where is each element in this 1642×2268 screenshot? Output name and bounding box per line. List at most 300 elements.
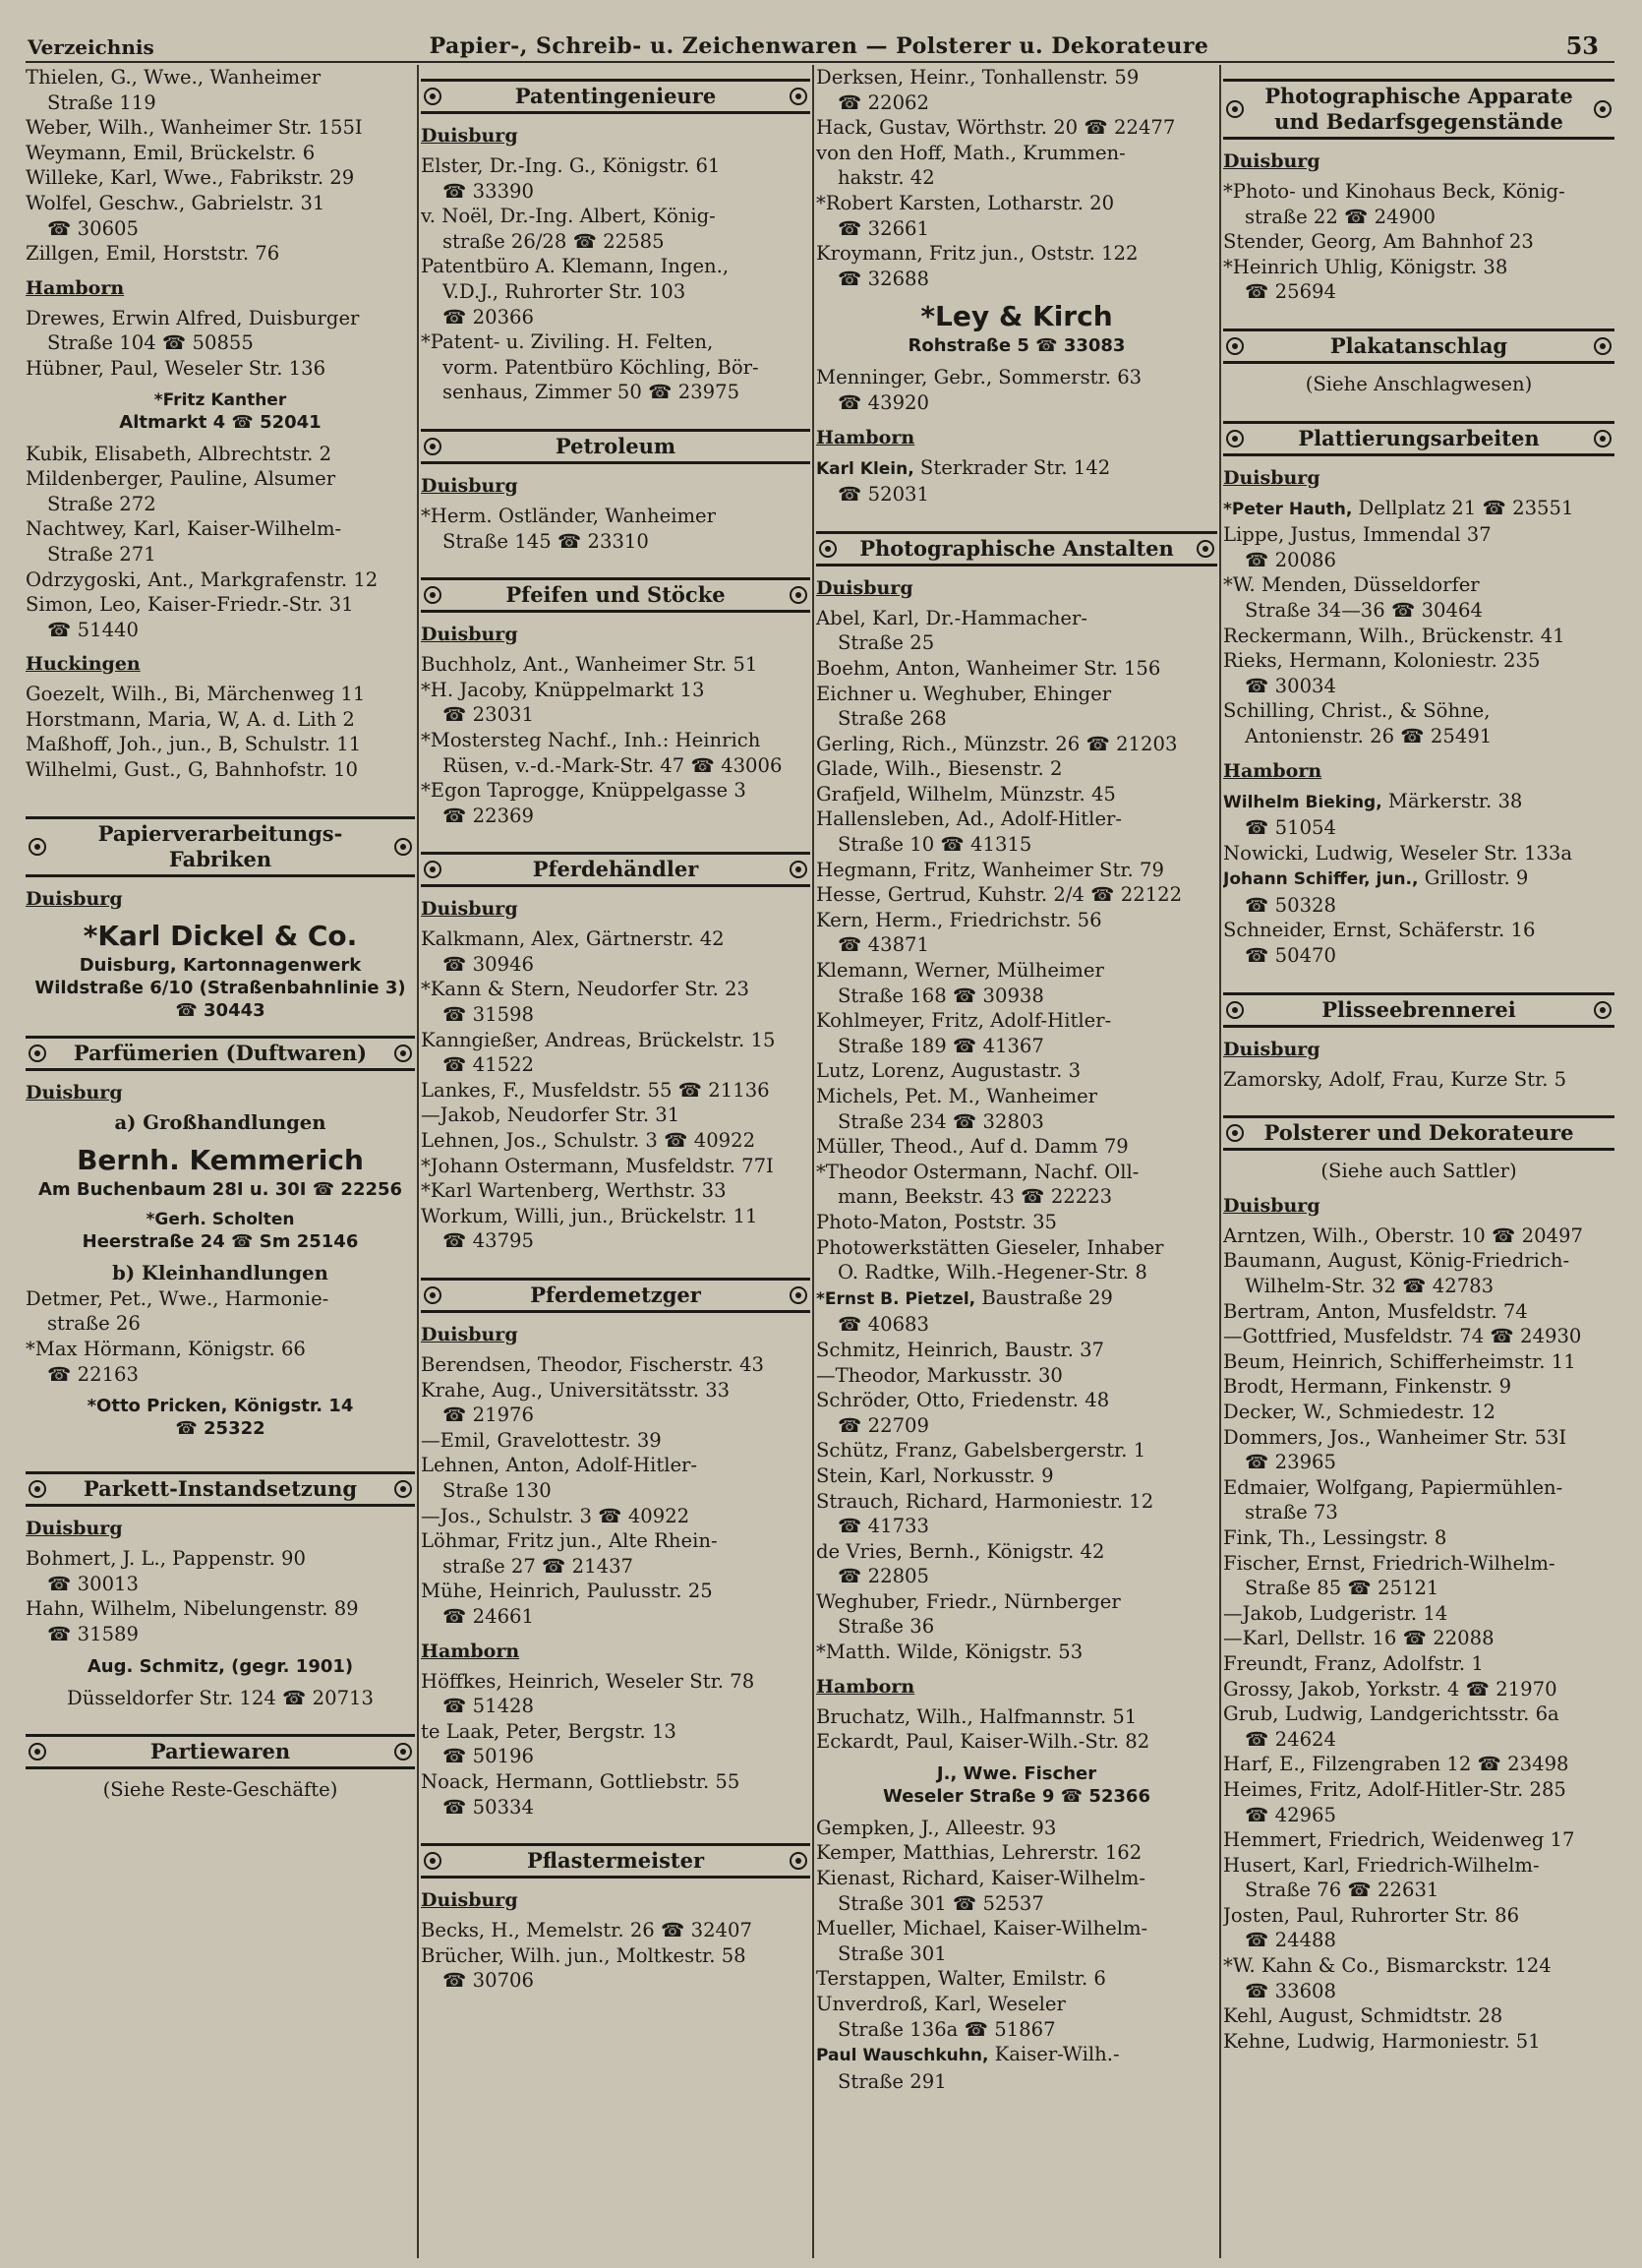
highlighted-name: *Peter Hauth, bbox=[1223, 499, 1353, 519]
list-item: Hallensleben, Ad., Adolf-Hitler- bbox=[816, 807, 1123, 831]
section-header-patent bbox=[421, 79, 810, 114]
ornament-icon bbox=[790, 586, 807, 604]
list-item: —Theodor, Markusstr. 30 bbox=[816, 1363, 1063, 1387]
list-item: *W. Kahn & Co., Bismarckstr. 124 bbox=[1223, 1954, 1552, 1978]
section-title: Parfümerien (Duftwaren) bbox=[73, 1040, 368, 1065]
highlighted-name: *Ernst B. Pietzel, bbox=[816, 1288, 976, 1309]
list-item: *Robert Karsten, Lotharstr. 20 bbox=[816, 191, 1115, 214]
list-item: Brücher, Wilh. jun., Moltkestr. 58 bbox=[421, 1943, 746, 1967]
list-item: Workum, Willi, jun., Brückelstr. 11 bbox=[421, 1204, 758, 1227]
list-item: Löhmar, Fritz jun., Alte Rhein- bbox=[421, 1529, 718, 1553]
list-item: Baumann, August, König-Friedrich- bbox=[1223, 1249, 1570, 1273]
list-item: Odrzygoski, Ant., Markgrafenstr. 12 bbox=[26, 567, 379, 591]
list-item: ☎ 43795 bbox=[442, 1229, 534, 1253]
entry-address: Märkerstr. 38 bbox=[1381, 789, 1523, 812]
list-item: *Karl Wartenberg, Werthstr. 33 bbox=[421, 1179, 727, 1203]
list-item: Kemper, Matthias, Lehrerstr. 162 bbox=[816, 1841, 1143, 1865]
list-item: Straße 119 bbox=[47, 90, 156, 114]
list-item: Stein, Karl, Norkusstr. 9 bbox=[816, 1463, 1054, 1487]
list-item: Freundt, Franz, Adolfstr. 1 bbox=[1223, 1651, 1484, 1675]
advert-name: *Fritz Kanther bbox=[153, 389, 287, 410]
list-item: Mildenberger, Pauline, Alsumer bbox=[26, 467, 336, 491]
list-item: ☎ 31598 bbox=[442, 1003, 534, 1027]
header-title: Papier-, Schreib- u. Zeichenwaren — Polsterer u. Dekorateure bbox=[429, 33, 1209, 59]
list-item: *Max Hörmann, Königstr. 66 bbox=[26, 1338, 306, 1361]
list-item: straße 26/28 ☎ 22585 bbox=[442, 229, 665, 253]
list-item: Klemann, Werner, Mülheimer bbox=[816, 959, 1104, 983]
list-item: Weghuber, Friedr., Nürnberger bbox=[816, 1589, 1121, 1613]
city-heading: Hamborn bbox=[26, 276, 125, 299]
list-item: *Heinrich Uhlig, Königstr. 38 bbox=[1223, 255, 1508, 278]
list-item: ☎ 30706 bbox=[442, 1969, 534, 1993]
ornament-icon bbox=[1226, 337, 1244, 355]
list-item: —Emil, Gravelottestr. 39 bbox=[421, 1428, 662, 1452]
list-item: Hübner, Paul, Weseler Str. 136 bbox=[26, 356, 326, 380]
list-item: Kroymann, Fritz jun., Oststr. 122 bbox=[816, 242, 1139, 266]
list-item: Rieks, Hermann, Koloniestr. 235 bbox=[1223, 649, 1541, 673]
list-item: —Gottfried, Musfeldstr. 74 ☎ 24930 bbox=[1223, 1325, 1582, 1348]
highlighted-name: Paul Wauschkuhn, bbox=[816, 2046, 989, 2066]
list-item: Straße 145 ☎ 23310 bbox=[442, 529, 649, 553]
highlighted-name: Johann Schiffer, jun., bbox=[1223, 869, 1419, 890]
list-item: ☎ 25694 bbox=[1245, 280, 1336, 304]
ornament-icon bbox=[29, 1480, 46, 1498]
section-header-petroleum bbox=[421, 429, 810, 464]
list-item: *H. Jacoby, Knüppelmarkt 13 bbox=[421, 678, 705, 701]
list-item: Eckardt, Paul, Kaiser-Wilh.-Str. 82 bbox=[816, 1730, 1150, 1754]
section-header-pfeifen bbox=[421, 577, 810, 613]
city-heading: Huckingen bbox=[26, 653, 141, 676]
column-4 bbox=[1223, 65, 1614, 2258]
page-number: 53 bbox=[1565, 31, 1599, 60]
advert-name: *Ley & Kirch bbox=[920, 300, 1113, 333]
list-item bbox=[1223, 496, 1614, 523]
city-heading: Duisburg bbox=[1223, 1038, 1320, 1060]
list-item: Rüsen, v.-d.-Mark-Str. 47 ☎ 43006 bbox=[442, 753, 783, 777]
cross-reference: (Siehe auch Sattler) bbox=[1320, 1160, 1517, 1183]
list-item: Straße 36 bbox=[838, 1615, 935, 1639]
section-title: Photographische Apparate bbox=[1264, 84, 1573, 108]
ornament-icon bbox=[1594, 430, 1612, 448]
section-title: Pfeifen und Stöcke bbox=[505, 582, 726, 608]
list-item: ☎ 41733 bbox=[838, 1515, 929, 1538]
list-item: —Jakob, Ludgeristr. 14 bbox=[1223, 1601, 1448, 1625]
list-item: Husert, Karl, Friedrich-Wilhelm- bbox=[1223, 1853, 1540, 1877]
ornament-icon bbox=[394, 1044, 412, 1062]
ornament-icon bbox=[424, 438, 441, 455]
list-item: Heimes, Fritz, Adolf-Hitler-Str. 285 bbox=[1223, 1777, 1566, 1801]
section-title: Papierverarbeitungs- bbox=[97, 820, 343, 846]
advert-fischer bbox=[816, 1762, 1217, 1808]
section-header-pferdemetzger bbox=[421, 1278, 810, 1313]
section-title: Pferdemetzger bbox=[530, 1283, 701, 1307]
ornament-icon bbox=[1594, 1001, 1612, 1019]
list-item: ☎ 20086 bbox=[1245, 548, 1336, 571]
column-3 bbox=[816, 65, 1217, 2258]
list-item: Josten, Paul, Ruhrorter Str. 86 bbox=[1223, 1903, 1520, 1927]
list-item: Straße 10 ☎ 41315 bbox=[838, 833, 1032, 857]
section-title: Polsterer und Dekorateure bbox=[1263, 1120, 1574, 1146]
list-item: Kehl, August, Schmidtstr. 28 bbox=[1223, 2004, 1503, 2028]
advert-address: Am Buchenbaum 28I u. 30I ☎ 22256 bbox=[37, 1179, 403, 1201]
list-item: straße 26 bbox=[47, 1312, 141, 1336]
ornament-icon bbox=[790, 1286, 807, 1304]
list-item: hakstr. 42 bbox=[838, 166, 935, 190]
list-item: Nachtwey, Karl, Kaiser-Wilhelm- bbox=[26, 517, 342, 541]
list-item: ☎ 22062 bbox=[838, 90, 929, 114]
list-item: Hemmert, Friedrich, Weidenweg 17 bbox=[1223, 1828, 1575, 1852]
list-item: Detmer, Pet., Wwe., Harmonie- bbox=[26, 1286, 329, 1310]
list-item: Glade, Wilh., Biesenstr. 2 bbox=[816, 757, 1063, 781]
list-item: Kehne, Ludwig, Harmoniestr. 51 bbox=[1223, 2029, 1541, 2053]
list-item: Menninger, Gebr., Sommerstr. 63 bbox=[816, 366, 1143, 389]
list-item: Decker, W., Schmiedestr. 12 bbox=[1223, 1401, 1495, 1423]
list-item: Gempken, J., Alleestr. 93 bbox=[816, 1816, 1057, 1839]
ornament-icon bbox=[424, 586, 441, 604]
list-item: de Vries, Bernh., Königstr. 42 bbox=[816, 1539, 1105, 1563]
list-item: Straße 301 ☎ 52537 bbox=[838, 1891, 1044, 1915]
list-item: ☎ 23965 bbox=[1245, 1451, 1336, 1474]
list-item: Straße 136a ☎ 51867 bbox=[838, 2017, 1056, 2041]
advert-schmitz bbox=[26, 1655, 415, 1678]
advert-pricken bbox=[26, 1395, 415, 1440]
list-item: ☎ 21976 bbox=[442, 1403, 534, 1427]
list-item: ☎ 22709 bbox=[838, 1413, 929, 1437]
list-item: Harf, E., Filzengraben 12 ☎ 23498 bbox=[1223, 1753, 1569, 1776]
list-item: vorm. Patentbüro Köchling, Bör- bbox=[442, 355, 759, 379]
column-1 bbox=[26, 65, 415, 2258]
city-heading: Hamborn bbox=[816, 426, 915, 448]
list-item: Terstappen, Walter, Emilstr. 6 bbox=[816, 1967, 1106, 1991]
section-title: Partiewaren bbox=[149, 1739, 291, 1764]
advert-ley-kirch bbox=[816, 299, 1217, 357]
ornament-icon bbox=[1226, 1001, 1244, 1019]
list-item: Grafjeld, Wilhelm, Münzstr. 45 bbox=[816, 782, 1116, 806]
city-heading: Duisburg bbox=[421, 125, 518, 147]
section-header-parfuemerien bbox=[26, 1036, 415, 1071]
city-heading: Duisburg bbox=[26, 887, 123, 910]
list-item: —Karl, Dellstr. 16 ☎ 22088 bbox=[1223, 1627, 1495, 1650]
city-heading: Duisburg bbox=[421, 1324, 518, 1345]
list-item: senhaus, Zimmer 50 ☎ 23975 bbox=[442, 381, 740, 404]
subsection-label: a) Großhandlungen bbox=[114, 1110, 326, 1134]
list-item: Beum, Heinrich, Schifferheimstr. 11 bbox=[1223, 1349, 1576, 1373]
list-item: ☎ 33390 bbox=[442, 179, 534, 203]
list-item: Weymann, Emil, Brückelstr. 6 bbox=[26, 141, 316, 164]
list-item: *Matth. Wilde, Königstr. 53 bbox=[816, 1641, 1084, 1664]
list-item: Müller, Theod., Auf d. Damm 79 bbox=[816, 1135, 1129, 1159]
entry-address: Dellplatz 21 ☎ 23551 bbox=[1352, 496, 1574, 519]
advert-line: ☎ 30443 bbox=[175, 999, 265, 1021]
list-item: Straße 301 bbox=[838, 1941, 947, 1965]
list-item: Hack, Gustav, Wörthstr. 20 ☎ 22477 bbox=[816, 116, 1176, 140]
list-item: Drewes, Erwin Alfred, Duisburger bbox=[26, 306, 360, 329]
list-item: Brodt, Hermann, Finkenstr. 9 bbox=[1223, 1375, 1512, 1399]
section-title: Parkett-Instandsetzung bbox=[83, 1476, 358, 1502]
section-title: Fabriken bbox=[168, 846, 272, 871]
list-item: ☎ 40683 bbox=[838, 1313, 929, 1337]
list-item: ☎ 32688 bbox=[838, 267, 929, 290]
list-item: *W. Menden, Düsseldorfer bbox=[1223, 573, 1480, 597]
list-item: Grub, Ludwig, Landgerichtsstr. 6a bbox=[1223, 1702, 1559, 1726]
list-item: mann, Beekstr. 43 ☎ 22223 bbox=[838, 1185, 1113, 1209]
list-item: *Herm. Ostländer, Wanheimer bbox=[421, 504, 717, 527]
list-item: Straße 168 ☎ 30938 bbox=[838, 984, 1044, 1007]
list-item: Fischer, Ernst, Friedrich-Wilhelm- bbox=[1223, 1551, 1555, 1575]
list-item: Noack, Hermann, Gottliebstr. 55 bbox=[421, 1769, 740, 1793]
advert-name: Bernh. Kemmerich bbox=[77, 1144, 364, 1177]
list-item: ☎ 24624 bbox=[1245, 1727, 1336, 1751]
list-item: Michels, Pet. M., Wanheimer bbox=[816, 1085, 1098, 1107]
list-item bbox=[816, 2042, 1217, 2069]
list-item: Becks, H., Memelstr. 26 ☎ 32407 bbox=[421, 1919, 752, 1942]
advert-name: J., Wwe. Fischer bbox=[936, 1762, 1097, 1784]
list-item: Straße 85 ☎ 25121 bbox=[1245, 1577, 1439, 1600]
list-item: Lehnen, Jos., Schulstr. 3 ☎ 40922 bbox=[421, 1129, 756, 1153]
entry-address: Grillostr. 9 bbox=[1418, 866, 1529, 890]
advert-address: Rohstraße 5 ☎ 33083 bbox=[908, 335, 1126, 357]
list-item: Buchholz, Ant., Wanheimer Str. 51 bbox=[421, 653, 758, 677]
city-heading: Duisburg bbox=[816, 576, 913, 599]
list-item: ☎ 50470 bbox=[1245, 944, 1336, 968]
list-item: Wilhelm-Str. 32 ☎ 42783 bbox=[1245, 1275, 1495, 1298]
list-item: ☎ 43920 bbox=[838, 390, 929, 414]
city-heading: Duisburg bbox=[26, 1518, 123, 1540]
ornament-icon bbox=[29, 1044, 46, 1062]
list-item: Straße 272 bbox=[47, 492, 156, 515]
list-item: Elster, Dr.-Ing. G., Königstr. 61 bbox=[421, 154, 721, 177]
column-rule bbox=[1219, 65, 1221, 2258]
section-header-plattierung bbox=[1223, 421, 1614, 456]
list-item: ☎ 50196 bbox=[442, 1745, 534, 1768]
section-header-pferdehaendler bbox=[421, 852, 810, 887]
ornament-icon bbox=[424, 1852, 441, 1870]
section-header-partiewaren bbox=[26, 1734, 415, 1769]
list-item: Antonienstr. 26 ☎ 25491 bbox=[1245, 724, 1493, 747]
list-item: ☎ 43871 bbox=[838, 933, 929, 957]
list-item: ☎ 51054 bbox=[1245, 816, 1336, 840]
advert-line: Duisburg, Kartonnagenwerk bbox=[79, 954, 362, 976]
list-item: ☎ 22369 bbox=[442, 804, 534, 827]
list-item bbox=[1223, 789, 1614, 816]
ornament-icon bbox=[790, 88, 807, 105]
list-item: ☎ 32661 bbox=[838, 216, 929, 240]
highlighted-name: Wilhelm Bieking, bbox=[1223, 792, 1382, 812]
list-item: ☎ 22163 bbox=[47, 1362, 139, 1386]
list-item: *Egon Taprogge, Knüppelgasse 3 bbox=[421, 779, 746, 803]
column-2 bbox=[421, 65, 810, 2258]
section-header-photo-apparate bbox=[1223, 79, 1614, 140]
ornament-icon bbox=[1594, 337, 1612, 355]
list-item: Lehnen, Anton, Adolf-Hitler- bbox=[421, 1454, 698, 1477]
list-item: von den Hoff, Math., Krummen- bbox=[816, 141, 1126, 164]
section-header-papier bbox=[26, 816, 415, 877]
ornament-icon bbox=[394, 1743, 412, 1761]
list-item: Schilling, Christ., & Söhne, bbox=[1223, 699, 1491, 723]
list-item: Schütz, Franz, Gabelsbergerstr. 1 bbox=[816, 1439, 1146, 1462]
list-item: ☎ 41522 bbox=[442, 1053, 534, 1077]
list-item bbox=[816, 455, 1217, 483]
list-item: ☎ 24661 bbox=[442, 1604, 534, 1628]
cross-reference: (Siehe Anschlagwesen) bbox=[1305, 372, 1533, 395]
ornament-icon bbox=[1226, 430, 1244, 448]
list-item: v. Noël, Dr.-Ing. Albert, König- bbox=[421, 205, 716, 228]
list-item: Kienast, Richard, Kaiser-Wilhelm- bbox=[816, 1867, 1146, 1890]
page-header bbox=[28, 30, 1611, 59]
list-item: Straße 291 bbox=[838, 2069, 947, 2093]
list-item: ☎ 42965 bbox=[1245, 1803, 1336, 1826]
advert-name: *Karl Dickel & Co. bbox=[83, 919, 358, 952]
advert-kanther bbox=[26, 389, 415, 434]
column-rule bbox=[812, 65, 814, 2258]
city-heading: Duisburg bbox=[421, 624, 518, 646]
list-item: —Jos., Schulstr. 3 ☎ 40922 bbox=[421, 1504, 690, 1527]
list-item: ☎ 30946 bbox=[442, 952, 534, 976]
list-item: Kern, Herm., Friedrichstr. 56 bbox=[816, 908, 1102, 931]
section-header-plissee bbox=[1223, 992, 1614, 1028]
ornament-icon bbox=[1594, 100, 1612, 118]
ornament-icon bbox=[29, 838, 46, 856]
list-item: Simon, Leo, Kaiser-Friedr.-Str. 31 bbox=[26, 593, 354, 617]
list-item: Bertram, Anton, Musfeldstr. 74 bbox=[1223, 1299, 1528, 1323]
list-item: Wilhelmi, Gust., G, Bahnhofstr. 10 bbox=[26, 758, 358, 782]
list-item: ☎ 24488 bbox=[1245, 1929, 1336, 1952]
advert-kemmerich bbox=[26, 1143, 415, 1201]
list-item: Straße 268 bbox=[838, 707, 947, 731]
city-heading: Hamborn bbox=[816, 1675, 915, 1698]
ornament-icon bbox=[424, 1286, 441, 1304]
ornament-icon bbox=[790, 861, 807, 878]
advert-name: *Otto Pricken, Königstr. 14 bbox=[87, 1396, 354, 1417]
list-item: Stender, Georg, Am Bahnhof 23 bbox=[1223, 230, 1534, 254]
ornament-icon bbox=[1197, 540, 1214, 558]
advert-name: *Gerh. Scholten bbox=[146, 1210, 295, 1230]
list-item: te Laak, Peter, Bergstr. 13 bbox=[421, 1719, 676, 1743]
section-title: Plisseebrennerei bbox=[1321, 996, 1516, 1022]
section-title: Patentingenieure bbox=[514, 84, 717, 108]
list-item: Höffkes, Heinrich, Weseler Str. 78 bbox=[421, 1669, 755, 1693]
list-item: straße 27 ☎ 21437 bbox=[442, 1554, 634, 1578]
list-item: Arntzen, Wilh., Oberstr. 10 ☎ 20497 bbox=[1223, 1224, 1583, 1247]
list-item: Kalkmann, Alex, Gärtnerstr. 42 bbox=[421, 927, 725, 951]
entry-address: Sterkrader Str. 142 bbox=[913, 455, 1111, 479]
list-item: Horstmann, Maria, W, A. d. Lith 2 bbox=[26, 707, 355, 731]
list-item: Nowicki, Ludwig, Weseler Str. 133a bbox=[1223, 841, 1573, 865]
list-item: ☎ 31589 bbox=[47, 1623, 139, 1645]
section-header-polsterer bbox=[1223, 1115, 1614, 1151]
list-item: Straße 76 ☎ 22631 bbox=[1245, 1879, 1439, 1902]
list-item: Lutz, Lorenz, Augustastr. 3 bbox=[816, 1059, 1082, 1083]
list-item: Lankes, F., Musfeldstr. 55 ☎ 21136 bbox=[421, 1078, 770, 1102]
list-item: Boehm, Anton, Wanheimer Str. 156 bbox=[816, 656, 1161, 680]
entry-address: Kaiser-Wilh.- bbox=[988, 2043, 1120, 2066]
list-item: Krahe, Aug., Universitätsstr. 33 bbox=[421, 1378, 731, 1402]
section-title: Plattierungsarbeiten bbox=[1298, 425, 1540, 450]
list-item: ☎ 30013 bbox=[47, 1572, 139, 1595]
ornament-icon bbox=[1226, 1124, 1244, 1142]
city-heading: Duisburg bbox=[421, 898, 518, 921]
list-item: Kanngießer, Andreas, Brückelstr. 15 bbox=[421, 1028, 776, 1051]
advert-address: Altmarkt 4 ☎ 52041 bbox=[119, 411, 322, 433]
list-item: Zillgen, Emil, Horststr. 76 bbox=[26, 242, 280, 266]
list-item: V.D.J., Ruhrorter Str. 103 bbox=[442, 279, 686, 303]
ornament-icon bbox=[394, 838, 412, 856]
list-item: Thielen, G., Wwe., Wanheimer bbox=[26, 66, 322, 89]
list-item: Patentbüro A. Klemann, Ingen., bbox=[421, 255, 730, 278]
ornament-icon bbox=[819, 540, 837, 558]
list-item: straße 22 ☎ 24900 bbox=[1245, 205, 1437, 228]
list-item: Reckermann, Wilh., Brückenstr. 41 bbox=[1223, 624, 1565, 647]
list-item: Mueller, Michael, Kaiser-Wilhelm- bbox=[816, 1917, 1148, 1940]
list-item: Hegmann, Fritz, Wanheimer Str. 79 bbox=[816, 858, 1164, 881]
list-item: Schneider, Ernst, Schäferstr. 16 bbox=[1223, 919, 1536, 942]
header-section-label: Verzeichnis bbox=[28, 35, 154, 59]
list-item: O. Radtke, Wilh.-Hegener-Str. 8 bbox=[838, 1261, 1147, 1284]
list-item: Lippe, Justus, Immendal 37 bbox=[1223, 523, 1492, 547]
list-item: Unverdroß, Karl, Weseler bbox=[816, 1993, 1066, 2015]
section-header-plakatanschlag bbox=[1223, 328, 1614, 364]
list-item: ☎ 22805 bbox=[838, 1565, 929, 1588]
list-item: Eichner u. Weghuber, Ehinger bbox=[816, 682, 1112, 705]
section-title: Photographische Anstalten bbox=[859, 535, 1174, 561]
city-heading: Duisburg bbox=[26, 1081, 123, 1104]
list-item: Schröder, Otto, Friedenstr. 48 bbox=[816, 1389, 1110, 1412]
list-item: —Jakob, Neudorfer Str. 31 bbox=[421, 1104, 680, 1127]
list-item: Wolfel, Geschw., Gabrielstr. 31 bbox=[26, 191, 325, 214]
highlighted-name: Karl Klein, bbox=[816, 458, 914, 479]
subsection-label: b) Kleinhandlungen bbox=[112, 1262, 328, 1285]
list-item: Straße 234 ☎ 32803 bbox=[838, 1109, 1044, 1133]
list-item: ☎ 33608 bbox=[1245, 1979, 1336, 2002]
list-item: Dommers, Jos., Wanheimer Str. 53I bbox=[1223, 1425, 1567, 1449]
ornament-icon bbox=[394, 1480, 412, 1498]
list-item: ☎ 20366 bbox=[442, 305, 534, 328]
advert-address: Weseler Straße 9 ☎ 52366 bbox=[883, 1785, 1150, 1807]
section-header-parkett bbox=[26, 1471, 415, 1507]
column-rule bbox=[417, 65, 419, 2258]
section-title: und Bedarfsgegenstände bbox=[1274, 109, 1563, 134]
entry-address: Baustraße 29 bbox=[975, 1285, 1113, 1309]
list-item: *Kann & Stern, Neudorfer Str. 23 bbox=[421, 978, 749, 1001]
list-item: Derksen, Heinr., Tonhallenstr. 59 bbox=[816, 66, 1140, 89]
advert-dickel bbox=[26, 919, 415, 1022]
advert-scholten bbox=[26, 1209, 415, 1253]
city-heading: Duisburg bbox=[1223, 1194, 1320, 1217]
city-heading: Duisburg bbox=[421, 1889, 518, 1912]
list-item: Fink, Th., Lessingstr. 8 bbox=[1223, 1525, 1447, 1549]
list-item: ☎ 50334 bbox=[442, 1795, 534, 1819]
list-item: Hahn, Wilhelm, Nibelungenstr. 89 bbox=[26, 1597, 359, 1621]
list-item: *Johann Ostermann, Musfeldstr. 77I bbox=[421, 1154, 774, 1177]
list-item: *Patent- u. Ziviling. H. Felten, bbox=[421, 330, 714, 354]
list-item: Hesse, Gertrud, Kuhstr. 2/4 ☎ 22122 bbox=[816, 883, 1183, 907]
list-item: Kohlmeyer, Fritz, Adolf-Hitler- bbox=[816, 1009, 1112, 1033]
city-heading: Duisburg bbox=[1223, 466, 1320, 489]
list-item: ☎ 30034 bbox=[1245, 674, 1336, 697]
city-heading: Hamborn bbox=[421, 1640, 520, 1662]
section-title: Petroleum bbox=[555, 433, 676, 458]
list-item: Berendsen, Theodor, Fischerstr. 43 bbox=[421, 1353, 764, 1376]
advert-address: Heerstraße 24 ☎ Sm 25146 bbox=[82, 1231, 359, 1253]
list-item: Straße 130 bbox=[442, 1478, 552, 1502]
list-item: Straße 25 bbox=[838, 631, 935, 655]
section-header-pflastermeister bbox=[421, 1843, 810, 1879]
list-item: Abel, Karl, Dr.-Hammacher- bbox=[816, 606, 1087, 629]
list-item: Photowerkstätten Gieseler, Inhaber bbox=[816, 1235, 1164, 1259]
list-item: Straße 34—36 ☎ 30464 bbox=[1245, 598, 1483, 622]
list-item: *Theodor Ostermann, Nachf. Oll- bbox=[816, 1160, 1140, 1183]
section-title: Pferdehändler bbox=[532, 857, 699, 882]
